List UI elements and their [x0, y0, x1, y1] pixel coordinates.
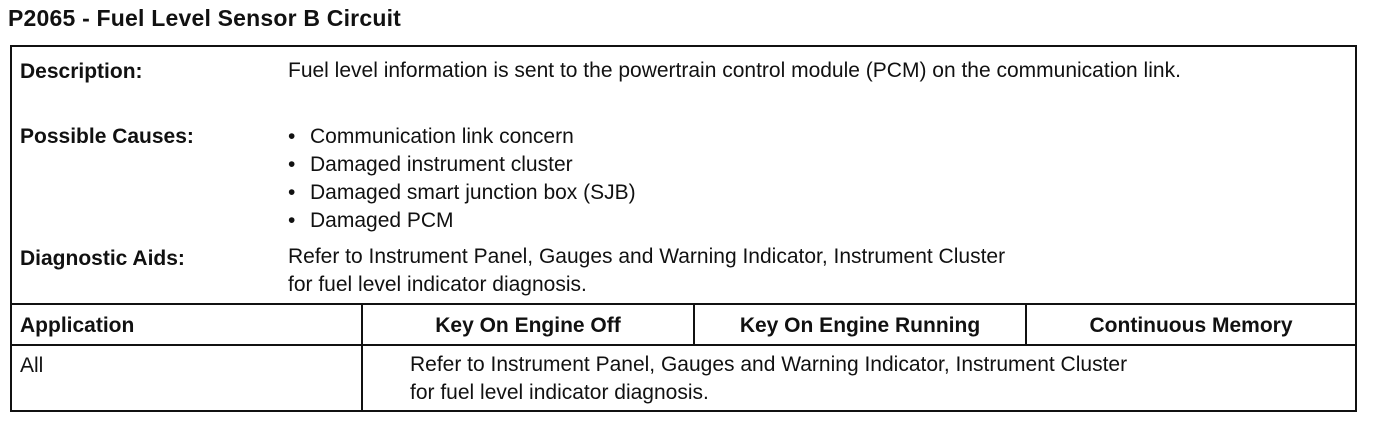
- list-item: [288, 207, 1338, 235]
- list-item: [288, 151, 1338, 179]
- procedure-note-line-2: for fuel level indicator diagnosis.: [410, 381, 709, 404]
- description-label: Description:: [20, 60, 143, 83]
- diagnostic-aids-line-2: for fuel level indicator diagnosis.: [288, 273, 587, 296]
- bullet-icon: •: [288, 181, 296, 204]
- bullet-icon: •: [288, 125, 296, 148]
- diagnostic-aids-line-1: Refer to Instrument Panel, Gauges and Warning Indicator, Instrument Cluster: [288, 245, 1006, 268]
- diagnostic-aids-text: [288, 243, 1188, 299]
- list-item: [288, 123, 1338, 151]
- info-section: [12, 47, 1355, 303]
- diagnostic-aids-label: Diagnostic Aids:: [20, 247, 185, 270]
- description-text: Fuel level information is sent to the powertrain control module (PCM) on the communication link.: [288, 59, 1181, 82]
- header-application: Application: [20, 314, 135, 337]
- bullet-icon: •: [288, 153, 296, 176]
- cell-procedure-note: [410, 351, 1310, 407]
- header-key-on-engine-off: Key On Engine Off: [435, 314, 621, 337]
- header-key-on-engine-running: Key On Engine Running: [739, 314, 981, 337]
- cause-text: Communication link concern: [310, 125, 574, 148]
- header-continuous-memory: Continuous Memory: [1089, 314, 1293, 337]
- possible-causes-list: [288, 123, 1338, 235]
- cell-application: All: [20, 354, 44, 377]
- procedure-note-line-1: Refer to Instrument Panel, Gauges and Warning Indicator, Instrument Cluster: [410, 353, 1128, 376]
- table-divider-header: [12, 344, 1355, 346]
- dtc-table-frame: [10, 45, 1357, 412]
- page-title: P2065 - Fuel Level Sensor B Circuit: [8, 5, 402, 31]
- possible-causes-label: Possible Causes:: [20, 125, 194, 148]
- cause-text: Damaged smart junction box (SJB): [310, 181, 636, 204]
- cause-text: Damaged instrument cluster: [310, 153, 573, 176]
- list-item: [288, 179, 1338, 207]
- cause-text: Damaged PCM: [310, 209, 454, 232]
- table-divider-top: [12, 303, 1355, 305]
- bullet-icon: •: [288, 209, 296, 232]
